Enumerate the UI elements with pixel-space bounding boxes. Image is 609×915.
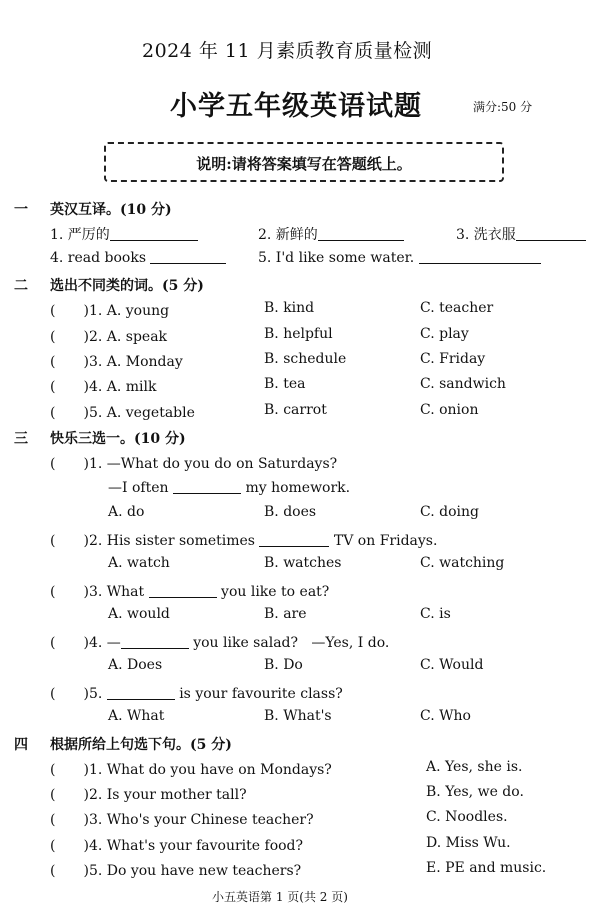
s2-q2-b: B. helpful <box>264 326 333 342</box>
s4-ans-e: E. PE and music. <box>426 860 547 876</box>
s3-q4: ( )4. — you like salad? —Yes, I do. <box>50 635 390 651</box>
s2-q5-b: B. carrot <box>264 402 327 418</box>
s3-q1-c: C. doing <box>420 504 479 520</box>
s4-ans-a: A. Yes, she is. <box>426 759 523 775</box>
s4-q1: ( )1. What do you have on Mondays? <box>50 762 332 778</box>
s3-q3-c: C. is <box>420 606 451 622</box>
answer-blank <box>121 634 189 649</box>
s2-q2: ( )2. A. speak <box>50 329 168 345</box>
section-1-number: 一 <box>14 202 28 218</box>
section-2-title: 选出不同类的词。(5 分) <box>50 278 204 294</box>
s2-q3-b: B. schedule <box>264 351 347 367</box>
s3-q5-b: B. What's <box>264 708 332 724</box>
s2-q4: ( )4. A. milk <box>50 379 157 395</box>
answer-blank <box>150 249 226 264</box>
answer-blank <box>419 249 541 264</box>
s4-ans-b: B. Yes, we do. <box>426 784 524 800</box>
s4-ans-d: D. Miss Wu. <box>426 835 511 851</box>
section-4-title: 根据所给上句选下句。(5 分) <box>50 737 232 753</box>
s2-q3-c: C. Friday <box>420 351 486 367</box>
s3-q2: ( )2. His sister sometimes TV on Fridays. <box>50 533 438 549</box>
s3-q2-a: A. watch <box>108 555 170 571</box>
s3-q5: ( )5. is your favourite class? <box>50 686 343 702</box>
section-3-number: 三 <box>14 431 28 447</box>
instruction-box <box>104 142 504 182</box>
s3-q1-line2: —I often my homework. <box>108 480 351 496</box>
s3-q2-b: B. watches <box>264 555 342 571</box>
s2-q3: ( )3. A. Monday <box>50 354 183 370</box>
s4-q5: ( )5. Do you have new teachers? <box>50 863 302 879</box>
answer-blank <box>173 479 241 494</box>
s3-q3-a: A. would <box>108 606 170 622</box>
s1-item-1: 1. 严厉的 <box>50 224 198 244</box>
section-4-number: 四 <box>14 737 28 753</box>
s3-q5-a: A. What <box>108 708 165 724</box>
s2-q1-b: B. kind <box>264 300 315 316</box>
s4-q3: ( )3. Who's your Chinese teacher? <box>50 812 314 828</box>
s4-q2: ( )2. Is your mother tall? <box>50 787 247 803</box>
s3-q2-c: C. watching <box>420 555 505 571</box>
s2-q2-c: C. play <box>420 326 469 342</box>
s3-q3-b: B. are <box>264 606 307 622</box>
s3-q3: ( )3. What you like to eat? <box>50 584 330 600</box>
s3-q4-a: A. Does <box>108 657 163 673</box>
paper-title: 小学五年级英语试题 <box>170 91 422 122</box>
s2-q1: ( )1. A. young <box>50 303 170 319</box>
answer-blank <box>107 685 175 700</box>
s2-q5-c: C. onion <box>420 402 479 418</box>
s3-q4-b: B. Do <box>264 657 303 673</box>
answer-blank <box>516 226 586 241</box>
s1-item-4: 4. read books <box>50 249 226 266</box>
s2-q4-c: C. sandwich <box>420 376 506 392</box>
answer-blank <box>259 532 329 547</box>
s3-q1-a: A. do <box>108 504 145 520</box>
s3-q5-c: C. Who <box>420 708 471 724</box>
s2-q1-c: C. teacher <box>420 300 494 316</box>
answer-blank <box>110 226 198 241</box>
s3-q1-line1: ( )1. —What do you do on Saturdays? <box>50 456 338 472</box>
s4-ans-c: C. Noodles. <box>426 809 508 825</box>
page-footer: 小五英语第 1 页(共 2 页) <box>212 890 348 904</box>
s4-q4: ( )4. What's your favourite food? <box>50 838 304 854</box>
s1-item-3: 3. 洗衣服 <box>456 224 586 244</box>
s2-q5: ( )5. A. vegetable <box>50 405 195 421</box>
s1-item-2: 2. 新鲜的 <box>258 224 404 244</box>
full-score: 满分:50 分 <box>473 100 533 114</box>
instruction-text: 说明:请将答案填写在答题纸上。 <box>196 155 412 173</box>
s2-q4-b: B. tea <box>264 376 306 392</box>
answer-blank <box>149 583 217 598</box>
section-2-number: 二 <box>14 278 28 294</box>
s1-item-5: 5. I'd like some water. <box>258 249 541 266</box>
section-3-title: 快乐三选一。(10 分) <box>50 431 186 447</box>
s3-q1-b: B. does <box>264 504 317 520</box>
exam-title: 2024 年 11 月素质教育质量检测 <box>142 40 433 62</box>
section-1-title: 英汉互译。(10 分) <box>50 202 172 218</box>
s3-q4-c: C. Would <box>420 657 484 673</box>
answer-blank <box>318 226 404 241</box>
